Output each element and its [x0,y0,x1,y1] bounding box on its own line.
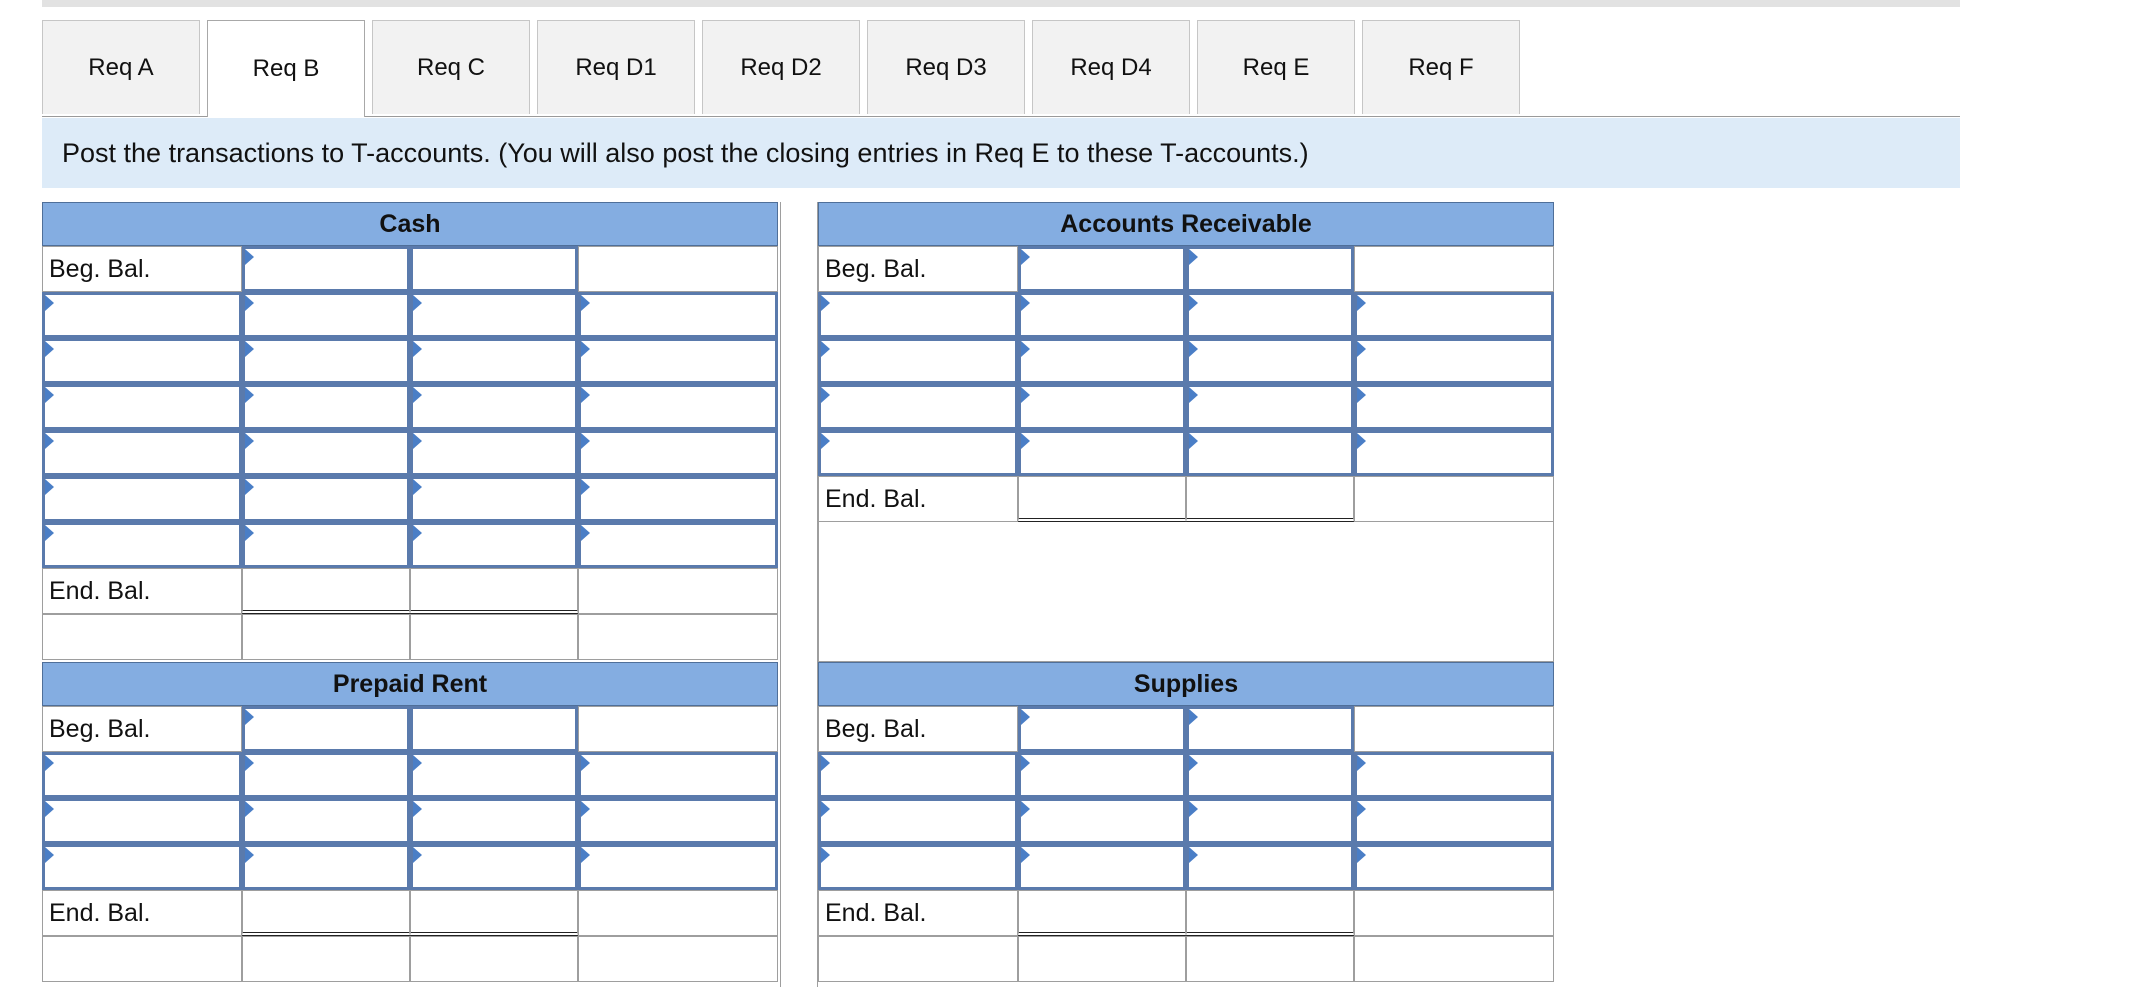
dropdown-marker-icon [821,387,830,403]
end-bal-label: End. Bal. [42,890,242,936]
entry-row [42,338,778,384]
dropdown-marker-icon [1357,387,1366,403]
dropdown-marker-icon [1021,801,1030,817]
entry-row [42,476,778,522]
dropdown-marker-icon [45,295,54,311]
entry-account-select[interactable] [818,752,1018,798]
dropdown-marker-icon [1021,433,1030,449]
entry-account-select-right[interactable] [1354,798,1554,844]
t-account-cash [42,202,778,660]
dropdown-marker-icon [581,341,590,357]
dropdown-marker-icon [821,801,830,817]
end-bal-debit-total [1018,890,1186,936]
entry-credit-input[interactable] [410,430,578,476]
dropdown-marker-icon [821,755,830,771]
dropdown-marker-icon [1189,801,1198,817]
end-bal-spacer [578,890,778,936]
entry-account-select-right[interactable] [578,844,778,890]
beg-bal-credit-input[interactable] [1186,246,1354,292]
footer-cell [42,936,242,982]
dropdown-marker-icon [45,433,54,449]
entry-account-select-right[interactable] [1354,844,1554,890]
entry-row [818,844,1554,890]
entry-account-select-right[interactable] [1354,384,1554,430]
entry-debit-input[interactable] [1018,430,1186,476]
entry-row [42,844,778,890]
entry-debit-input[interactable] [242,798,410,844]
dropdown-marker-icon [821,433,830,449]
dropdown-marker-icon [581,525,590,541]
entry-account-select[interactable] [42,752,242,798]
entry-account-select-right[interactable] [578,292,778,338]
column-separator [780,202,818,987]
entry-account-select[interactable] [42,522,242,568]
dropdown-marker-icon [45,479,54,495]
entry-debit-input[interactable] [242,752,410,798]
dropdown-marker-icon [413,387,422,403]
dropdown-marker-icon [1357,801,1366,817]
end-bal-credit-total [1186,890,1354,936]
dropdown-marker-icon [581,755,590,771]
entry-debit-input[interactable] [242,338,410,384]
entry-account-select-right[interactable] [578,430,778,476]
footer-cell [410,936,578,982]
dropdown-marker-icon [581,479,590,495]
entry-credit-input[interactable] [410,292,578,338]
empty-area [818,522,1554,662]
entry-row [42,522,778,568]
entry-credit-input[interactable] [410,798,578,844]
dropdown-marker-icon [413,847,422,863]
footer-cell [1354,936,1554,982]
entry-credit-input[interactable] [410,844,578,890]
entry-debit-input[interactable] [1018,292,1186,338]
footer-cell [42,614,242,660]
footer-cell [242,936,410,982]
dropdown-marker-icon [1021,755,1030,771]
dropdown-marker-icon [581,433,590,449]
dropdown-marker-icon [413,341,422,357]
beg-bal-spacer [1354,246,1554,292]
entry-row [42,798,778,844]
dropdown-marker-icon [245,249,254,265]
beg-bal-credit-input[interactable] [410,706,578,752]
beg-bal-spacer [1354,706,1554,752]
entry-credit-input[interactable] [410,752,578,798]
entry-debit-input[interactable] [1018,798,1186,844]
dropdown-marker-icon [45,755,54,771]
dropdown-marker-icon [1357,755,1366,771]
entry-debit-input[interactable] [1018,844,1186,890]
footer-cell [578,614,778,660]
beg-bal-debit-input[interactable] [1018,706,1186,752]
entry-account-select-right[interactable] [578,338,778,384]
entry-debit-input[interactable] [242,430,410,476]
tab-req-e[interactable]: Req E [1197,20,1355,114]
account-title: Prepaid Rent [42,662,778,706]
entry-account-select[interactable] [42,338,242,384]
end-bal-debit-total [242,890,410,936]
beg-bal-label: Beg. Bal. [42,706,242,752]
end-bal-label: End. Bal. [818,890,1018,936]
entry-debit-input[interactable] [1018,752,1186,798]
t-account-accounts-receivable [818,202,1554,662]
entry-account-select[interactable] [818,798,1018,844]
beg-bal-debit-input[interactable] [242,246,410,292]
entry-account-select[interactable] [42,430,242,476]
entry-account-select[interactable] [818,430,1018,476]
end-bal-spacer [578,568,778,614]
entry-account-select-right[interactable] [578,384,778,430]
end-bal-label: End. Bal. [818,476,1018,522]
beg-bal-debit-input[interactable] [242,706,410,752]
dropdown-marker-icon [1189,755,1198,771]
entry-row [42,384,778,430]
beg-bal-label: Beg. Bal. [42,246,242,292]
dropdown-marker-icon [245,479,254,495]
entry-credit-input[interactable] [1186,430,1354,476]
top-bar [42,0,1960,7]
end-bal-credit-total [1186,476,1354,522]
beg-bal-debit-input[interactable] [1018,246,1186,292]
footer-cell [242,614,410,660]
dropdown-marker-icon [1021,249,1030,265]
entry-row [42,430,778,476]
entry-account-select[interactable] [42,384,242,430]
beg-bal-credit-input[interactable] [1186,706,1354,752]
entry-row [818,752,1554,798]
tab-req-f[interactable]: Req F [1362,20,1520,114]
beg-bal-spacer [578,706,778,752]
dropdown-marker-icon [413,433,422,449]
dropdown-marker-icon [413,755,422,771]
entry-account-select-right[interactable] [578,752,778,798]
entry-debit-input[interactable] [242,292,410,338]
tab-req-d4[interactable]: Req D4 [1032,20,1190,114]
entry-account-select[interactable] [42,798,242,844]
t-account-supplies [818,662,1554,982]
tab-bar [42,20,1960,117]
dropdown-marker-icon [245,709,254,725]
dropdown-marker-icon [45,801,54,817]
entry-credit-input[interactable] [410,384,578,430]
dropdown-marker-icon [45,525,54,541]
dropdown-marker-icon [821,341,830,357]
dropdown-marker-icon [1189,847,1198,863]
footer-cell [818,936,1018,982]
beg-bal-label: Beg. Bal. [818,706,1018,752]
entry-account-select-right[interactable] [578,522,778,568]
entry-account-select-right[interactable] [578,476,778,522]
dropdown-marker-icon [821,847,830,863]
tab-req-a[interactable]: Req A [42,20,200,114]
entry-debit-input[interactable] [242,476,410,522]
dropdown-marker-icon [581,847,590,863]
entry-account-select-right[interactable] [1354,338,1554,384]
dropdown-marker-icon [1189,387,1198,403]
entry-debit-input[interactable] [1018,338,1186,384]
entry-credit-input[interactable] [410,522,578,568]
footer-cell [410,614,578,660]
entry-account-select-right[interactable] [1354,752,1554,798]
entry-credit-input[interactable] [1186,338,1354,384]
entry-row [818,430,1554,476]
entry-row [818,798,1554,844]
end-bal-credit-total [410,890,578,936]
dropdown-marker-icon [245,847,254,863]
entry-row [42,752,778,798]
entry-credit-input[interactable] [1186,798,1354,844]
dropdown-marker-icon [413,479,422,495]
entry-account-select[interactable] [818,338,1018,384]
dropdown-marker-icon [413,801,422,817]
end-bal-debit-total [1018,476,1186,522]
dropdown-marker-icon [1189,341,1198,357]
entry-row [818,338,1554,384]
tab-req-d1[interactable]: Req D1 [537,20,695,114]
dropdown-marker-icon [821,295,830,311]
dropdown-marker-icon [45,387,54,403]
entry-credit-input[interactable] [410,338,578,384]
dropdown-marker-icon [1357,433,1366,449]
dropdown-marker-icon [45,341,54,357]
dropdown-marker-icon [1189,295,1198,311]
entry-row [818,292,1554,338]
dropdown-marker-icon [581,801,590,817]
footer-cell [1018,936,1186,982]
account-title: Accounts Receivable [818,202,1554,246]
end-bal-label: End. Bal. [42,568,242,614]
entry-credit-input[interactable] [1186,292,1354,338]
entry-debit-input[interactable] [242,844,410,890]
dropdown-marker-icon [1189,249,1198,265]
entry-credit-input[interactable] [1186,844,1354,890]
dropdown-marker-icon [1021,847,1030,863]
entry-row [42,292,778,338]
beg-bal-label: Beg. Bal. [818,246,1018,292]
dropdown-marker-icon [245,755,254,771]
dropdown-marker-icon [245,341,254,357]
entry-row [818,384,1554,430]
t-account-prepaid-rent [42,662,778,982]
entry-credit-input[interactable] [1186,384,1354,430]
dropdown-marker-icon [245,387,254,403]
instructions-text: Post the transactions to T-accounts. (You will also post the closing entries in Req E to these T-accounts.) [42,118,1960,188]
entry-account-select[interactable] [818,844,1018,890]
end-bal-debit-total [242,568,410,614]
entry-account-select[interactable] [42,476,242,522]
beg-bal-spacer [578,246,778,292]
dropdown-marker-icon [245,295,254,311]
dropdown-marker-icon [413,295,422,311]
end-bal-credit-total [410,568,578,614]
account-title: Supplies [818,662,1554,706]
entry-account-select[interactable] [42,292,242,338]
dropdown-marker-icon [245,433,254,449]
entry-account-select[interactable] [818,384,1018,430]
dropdown-marker-icon [1357,341,1366,357]
dropdown-marker-icon [1189,433,1198,449]
entry-account-select-right[interactable] [578,798,778,844]
dropdown-marker-icon [1021,341,1030,357]
tab-req-d2[interactable]: Req D2 [702,20,860,114]
dropdown-marker-icon [581,387,590,403]
dropdown-marker-icon [1021,709,1030,725]
account-title: Cash [42,202,778,246]
footer-cell [578,936,778,982]
dropdown-marker-icon [1357,295,1366,311]
end-bal-spacer [1354,476,1554,522]
dropdown-marker-icon [1021,295,1030,311]
tab-req-b[interactable]: Req B [207,20,365,117]
dropdown-marker-icon [1021,387,1030,403]
end-bal-spacer [1354,890,1554,936]
dropdown-marker-icon [581,295,590,311]
dropdown-marker-icon [413,525,422,541]
entry-account-select[interactable] [818,292,1018,338]
beg-bal-credit-input[interactable] [410,246,578,292]
entry-credit-input[interactable] [410,476,578,522]
entry-account-select-right[interactable] [1354,430,1554,476]
dropdown-marker-icon [245,525,254,541]
entry-account-select-right[interactable] [1354,292,1554,338]
tab-req-d3[interactable]: Req D3 [867,20,1025,114]
dropdown-marker-icon [1189,709,1198,725]
dropdown-marker-icon [45,847,54,863]
footer-cell [1186,936,1354,982]
tab-req-c[interactable]: Req C [372,20,530,114]
entry-debit-input[interactable] [242,522,410,568]
entry-debit-input[interactable] [1018,384,1186,430]
dropdown-marker-icon [1357,847,1366,863]
entry-credit-input[interactable] [1186,752,1354,798]
entry-account-select[interactable] [42,844,242,890]
dropdown-marker-icon [245,801,254,817]
entry-debit-input[interactable] [242,384,410,430]
